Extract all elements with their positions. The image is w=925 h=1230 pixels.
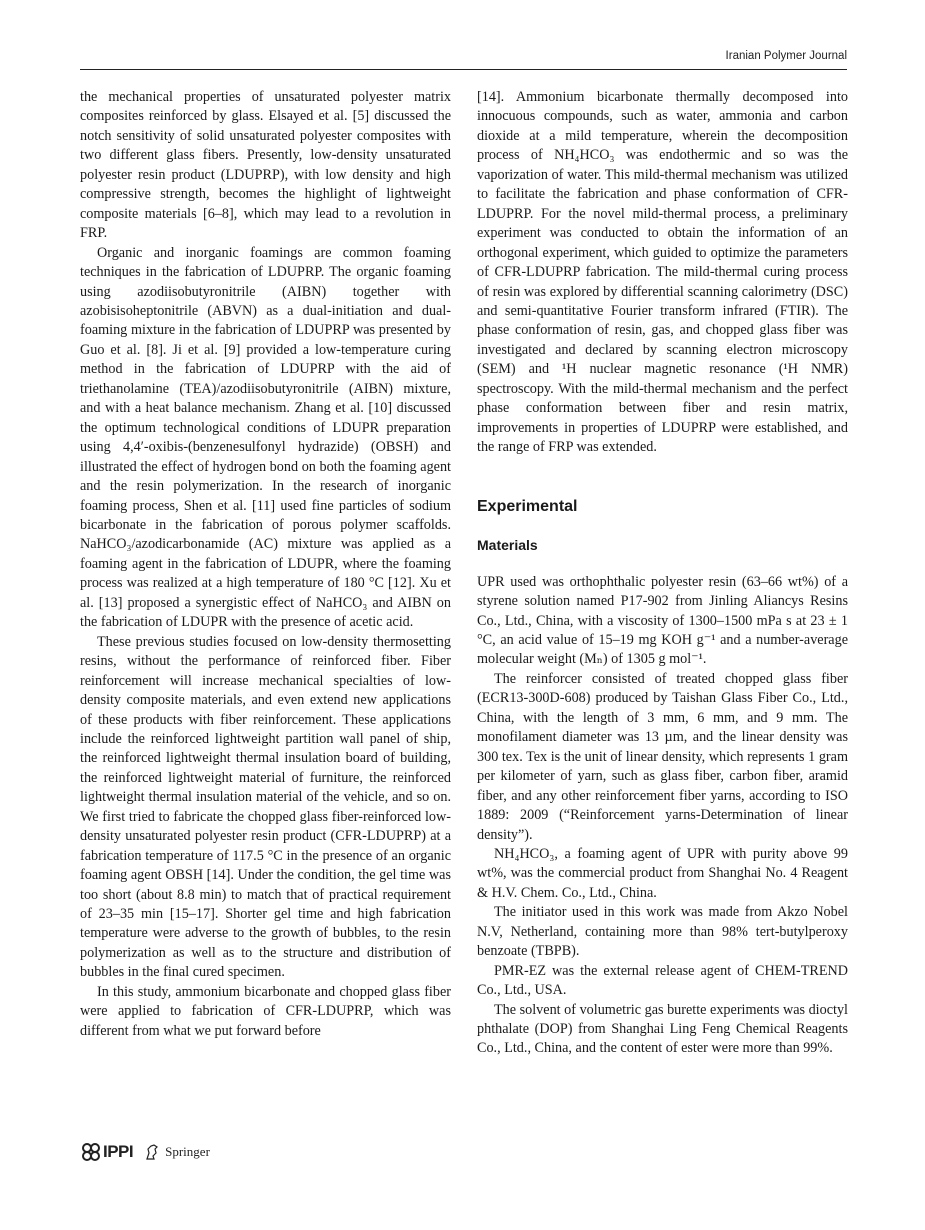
section-heading: Experimental <box>477 497 578 515</box>
ippi-logo-text: IPPI <box>103 1142 134 1161</box>
paragraph: The solvent of volumetric gas burette experiments was dioctyl phthalate (DOP) from Shanghai Ling Feng Chemical Reagents Co., Ltd., China, and the content of ester were more than 99%. <box>477 1001 848 1057</box>
springer-logo <box>145 1144 210 1160</box>
ippi-logo <box>80 1141 133 1163</box>
paragraph: The reinforcer consisted of treated chopped glass fiber (ECR13-300D-608) produced by Taishan Glass Fiber Co., Ltd., China, with the length of 3 mm, 6 mm, and 9 mm. The monofilament diameter was 13 µm, and the linear density was 300 tex. Tex is the unit of linear density, which represents 1 gram per kilometer of yarn, such as glass fiber, carbon fiber, aramid fiber, and any other reinforcement fiber yarns, according to ISO 1889: 2009 (“Reinforcement yarns-Determination of linear density”). <box>477 670 848 843</box>
paragraph: PMR-EZ was the external release agent of CHEM-TREND Co., Ltd., USA. <box>477 962 848 999</box>
right-column <box>477 88 848 1059</box>
header-rule <box>80 69 847 70</box>
paragraph: the mechanical properties of unsaturated polyester matrix composites reinforced by glass. Elsayed et al. [5] discussed the notch sensitivity of solid unsaturated polyester composites with two different glass fibers. Presently, low-density unsaturated polyester resin product (LDUPRP), with low density and high compressive strength, becomes the highlight of lightweight composite materials [6–8], which may lead to a revolution in FRP. <box>80 89 451 242</box>
paragraph: NH₄HCO₃, a foaming agent of UPR with purity above 99 wt%, was the commercial product from Shanghai No. 4 Reagent & H.V. Chem. Co., Ltd., China. <box>477 845 848 901</box>
springer-horse-icon <box>145 1144 159 1160</box>
paragraph: [14]. Ammonium bicarbonate thermally decomposed into innocuous compounds, such as water, ammonia and carbon dioxide at a mild temperature, wherein the decomposition process of NH₄HCO₃ was endothermic and so was the vaporization of water. This mild-thermal mechanism was utilized to facilitate the fabrication and phase conformation of CFR-LDUPRP. For the novel mild-thermal process, a preliminary experiment was conducted to obtain the information of an orthogonal experiment, which guided to optimize the parameters of CFR-LDUPRP fabrication. The mild-thermal curing process of resin was explored by differential scanning calorimetry (DSC) and semi-quantitative Fourier transform infrared (FTIR). The phase conformation of resin, gas, and chopped glass fiber was investigated and declared by scanning electron microscopy (SEM) and ¹H nuclear magnetic resonance (¹H NMR) spectroscopy. With the mild-thermal mechanism and the perfect phase conformation between fiber and resin matrix, improvements in properties of LDUPRP were established, and the range of FRP was extended. <box>477 89 848 456</box>
journal-name: Iranian Polymer Journal <box>725 50 847 62</box>
ippi-logo-icon <box>80 1141 102 1163</box>
paragraph: Organic and inorganic foamings are common foaming techniques in the fabrication of LDUPRP. The organic foaming using azodiisobutyronitrile (AIBN) together with azobisisoheptonitrile (ABVN) as a dual-initiation and dual-foaming mixture in the fabrication of LDUPRP was presented by Guo et al. [8]. Ji et al. [9] provided a low-temperature curing method in the fabrication of LDUPRP with the aid of triethanolamine (TEA)/azodiisobutyronitrile (AIBN) mixture, and with a heat balance mechanism. Zhang et al. [10] discussed the optimum technological conditions of LDUPR preparation using 4,4′-oxibis-(benzenesulfonyl hydrazide) (OBSH) and illustrated the effect of hydrogen bond on both the foaming agent and the resin polymerization. In the research of inorganic foaming process, Shen et al. [11] used fine particles of sodium bicarbonate in the fabrication of porous polymer scaffolds. NaHCO₃/azodicarbonamide (AC) mixture was applied as a foaming agent in the fabrication of LDUPR, where the foaming process was realized at a high temperature of 180 °C [12]. Xu et al. [13] proposed a synergistic effect of NaHCO₃ and AIBN on the fabrication of LDUPR with the presence of acetic acid. <box>80 244 451 631</box>
subsection-heading: Materials <box>477 536 538 553</box>
publisher-name: Springer <box>165 1144 210 1159</box>
paragraph: UPR used was orthophthalic polyester resin (63–66 wt%) of a styrene solution named P17-902 from Jinling Aliancys Resins Co., Ltd., China, with a viscosity of 1300–1500 mPa s at 23 ± 1 °C, an acid value of 15–19 mg KOH g⁻¹ and a number-average molecular weight (Mₙ) of 1305 g mol⁻¹. <box>477 573 848 668</box>
left-column <box>80 88 451 1041</box>
paragraph: In this study, ammonium bicarbonate and chopped glass fiber were applied to fabrication of CFR-LDUPRP, which was different from what we put forward before <box>80 983 451 1039</box>
paragraph: The initiator used in this work was made from Akzo Nobel N.V, Netherland, containing more than 98% tert-butylperoxy benzoate (TBPB). <box>477 904 848 960</box>
page-footer <box>80 1141 210 1163</box>
paragraph: These previous studies focused on low-density thermosetting resins, without the performance of reinforced fiber. Fiber reinforcement will increase mechanical specialties of low-density composite materials, and even extend new applications of these products with fiber reinforcement. These applications include the reinforced lightweight partition wall panel of ship, the reinforced lightweight thermal insulation board of building, the reinforced lightweight material of furniture, the reinforced lightweight thermal insulation material of the vehicle, and so on. We first tried to fabricate the chopped glass fiber-reinforced low-density unsaturated polyester resin product (CFR-LDUPRP) at a fabrication temperature of 117.5 °C in the presence of an organic foaming agent OBSH [14]. Under the condition, the gel time was too short (about 8.8 min) to match that of practical requirement of 23–35 min [15–17]. Shorter gel time and high fabrication temperature were adverse to the growth of bubbles, to the resin polymerization as well as to the structure and distribution of bubbles in the final cured specimen. <box>80 633 451 981</box>
